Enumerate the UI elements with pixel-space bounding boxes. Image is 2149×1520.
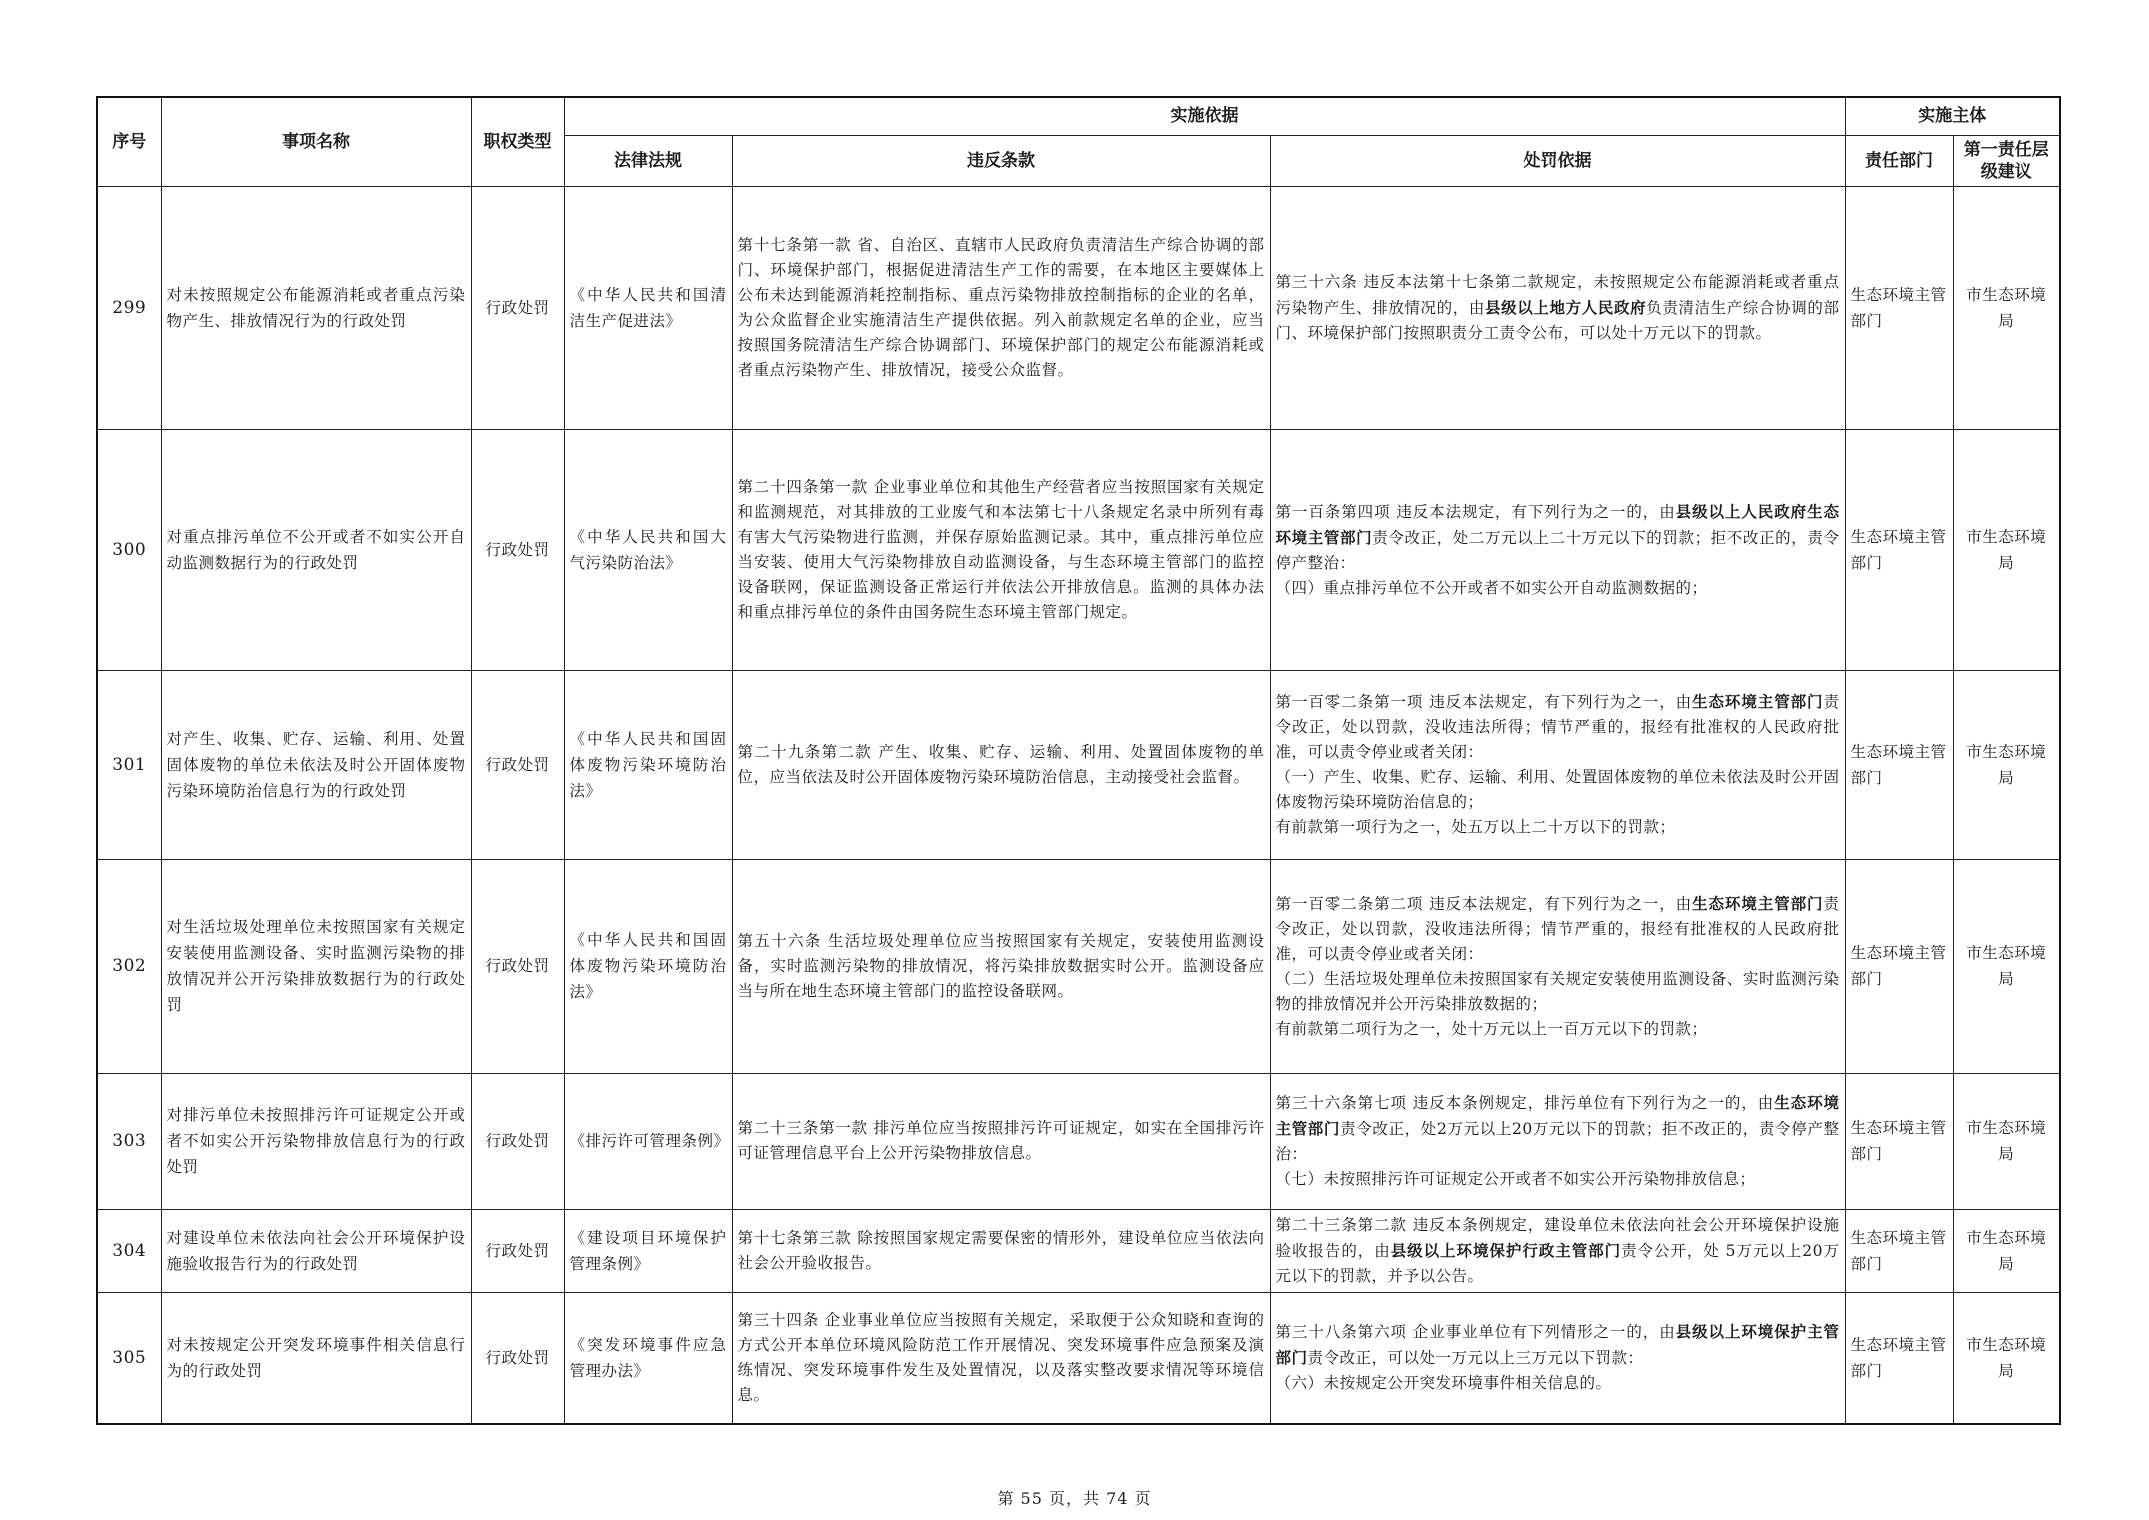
row-item-name: 对产生、收集、贮存、运输、利用、处置固体废物的单位未依法及时公开固体废物污染环境防治信息行为的行政处罚: [161, 670, 471, 859]
penalty-authority-text: 县级以上环境保护行政主管部门: [1390, 1240, 1622, 1260]
penalty-text: 负责清洁生产综合协调的部门、环境保护部门按照职责分工责令公布，可以处十万元以下的罚款。: [1275, 298, 1840, 342]
row-violation-clause: 第三十四条 企业事业单位应当按照有关规定，采取便于公众知晓和查询的方式公开本单位环境风险防范工作开展情况、突发环境事件应急预案及演练情况、突发环境事件发生及处置情况，以及落实整改要求情况等环境信息。: [732, 1292, 1270, 1424]
penalty-text: 第三十八条第六项 企业事业单位有下列情形之一的，由: [1275, 1323, 1676, 1342]
row-law: 《中华人民共和国固体废物污染环境防治法》: [564, 859, 732, 1073]
row-responsible-dept: 生态环境主管部门: [1845, 1209, 1953, 1292]
row-penalty-basis: [1270, 1292, 1845, 1424]
row-first-level: 市生态环境局: [1953, 429, 2060, 670]
row-authority-type: 行政处罚: [471, 859, 564, 1073]
header-subject-group: 实施主体: [1845, 97, 2060, 135]
row-law: 《中华人民共和国清洁生产促进法》: [564, 186, 732, 429]
header-basis-group: 实施依据: [564, 97, 1845, 135]
row-responsible-dept: 生态环境主管部门: [1845, 1073, 1953, 1209]
table-row: [97, 670, 2060, 859]
penalty-text: 第二十三条第二款 违反本条例规定，建设单位未依法向社会公开环境保护设施验收报告的，由: [1275, 1215, 1840, 1260]
penalty-authority-text: 生态环境主管部门: [1692, 893, 1824, 913]
penalty-text: （七）未按照排污许可证规定公开或者不如实公开污染物排放信息；: [1275, 1170, 1756, 1189]
row-penalty-basis: [1270, 670, 1845, 859]
header-level: 第一责任层级建议: [1953, 135, 2060, 186]
penalty-authority-text: 县级以上人民政府生态环境主管部门: [1275, 501, 1840, 547]
row-seq: 305: [97, 1292, 161, 1424]
row-responsible-dept: 生态环境主管部门: [1845, 429, 1953, 670]
penalty-text: 责令改正，处以罚款，没收违法所得；情节严重的，报经有批准权的人民政府批准，可以责令停业或者关闭：: [1275, 894, 1840, 963]
penalty-text: （四）重点排污单位不公开或者不如实公开自动监测数据的；: [1275, 578, 1708, 597]
penalty-text: 责令改正，处二万元以上二十万元以下的罚款；拒不改正的，责令停产整治：: [1275, 528, 1840, 572]
row-penalty-basis: [1270, 186, 1845, 429]
row-first-level: 市生态环境局: [1953, 1209, 2060, 1292]
table-row: [97, 1209, 2060, 1292]
penalty-paragraph: [1276, 499, 1840, 576]
penalty-text: 责令改正，处以罚款，没收违法所得；情节严重的，报经有批准权的人民政府批准，可以责令停业或者关闭：: [1275, 693, 1840, 762]
penalty-authority-text: 生态环境主管部门: [1275, 1093, 1840, 1139]
penalty-text: （二）生活垃圾处理单位未按照国家有关规定安装使用监测设备、实时监测污染物的排放情况并公开污染排放数据的；: [1275, 969, 1840, 1013]
row-first-level: 市生态环境局: [1953, 670, 2060, 859]
row-violation-clause: 第十七条第一款 省、自治区、直辖市人民政府负责清洁生产综合协调的部门、环境保护部门，根据促进清洁生产工作的需要，在本地区主要媒体上公布未达到能源消耗控制指标、重点污染物排放控制指标的企业的名单，为公众监督企业实施清洁生产提供依据。列入前款规定名单的企业，应当按照国务院清洁生产综合协调部门、环境保护部门的规定公布能源消耗或者重点污染物产生、排放情况，接受公众监督。: [732, 186, 1270, 429]
row-penalty-basis: [1270, 859, 1845, 1073]
row-item-name: 对建设单位未依法向社会公开环境保护设施验收报告行为的行政处罚: [161, 1209, 471, 1292]
penalty-text: （六）未按规定公开突发环境事件相关信息的。: [1275, 1374, 1612, 1393]
penalty-text: 第一百条第四项 违反本法规定，有下列行为之一的，由: [1275, 502, 1676, 521]
row-violation-clause: 第二十九条第二款 产生、收集、贮存、运输、利用、处置固体废物的单位，应当依法及时公开固体废物污染环境防治信息，主动接受社会监督。: [732, 670, 1270, 859]
row-penalty-basis: [1270, 429, 1845, 670]
header-name: 事项名称: [161, 97, 471, 186]
row-item-name: 对未按规定公开突发环境事件相关信息行为的行政处罚: [161, 1292, 471, 1424]
penalty-text: 责令改正，可以处一万元以上三万元以下罚款：: [1307, 1349, 1644, 1368]
header-penalty: 处罚依据: [1270, 135, 1845, 186]
row-law: 《中华人民共和国大气污染防治法》: [564, 429, 732, 670]
row-law: 《中华人民共和国固体废物污染环境防治法》: [564, 670, 732, 859]
penalty-paragraph: [1276, 689, 1840, 765]
penalty-text: 责令改正，处2万元以上20万元以下的罚款；拒不改正的，责令停产整治：: [1275, 1120, 1840, 1164]
row-first-level: 市生态环境局: [1953, 1073, 2060, 1209]
row-seq: 302: [97, 859, 161, 1073]
row-authority-type: 行政处罚: [471, 670, 564, 859]
table-row: [97, 1292, 2060, 1424]
row-item-name: 对未按照规定公布能源消耗或者重点污染物产生、排放情况行为的行政处罚: [161, 186, 471, 429]
row-responsible-dept: 生态环境主管部门: [1845, 1292, 1953, 1424]
penalty-text: 有前款第二项行为之一，处十万元以上一百万元以下的罚款；: [1275, 1019, 1708, 1038]
row-item-name: 对重点排污单位不公开或者不如实公开自动监测数据行为的行政处罚: [161, 429, 471, 670]
row-first-level: 市生态环境局: [1953, 1292, 2060, 1424]
table-row: [97, 186, 2060, 429]
row-item-name: 对排污单位未按照排污许可证规定公开或者不如实公开污染物排放信息行为的行政处罚: [161, 1073, 471, 1209]
header-type: 职权类型: [471, 97, 564, 186]
penalty-paragraph: [1276, 891, 1840, 967]
row-violation-clause: 第二十三条第一款 排污单位应当按照排污许可证规定，如实在全国排污许可证管理信息平台上公开污染物排放信息。: [732, 1073, 1270, 1209]
penalty-paragraph: [1276, 967, 1840, 1017]
row-penalty-basis: [1270, 1209, 1845, 1292]
penalty-text: 第三十六条 违反本法第十七条第二款规定，未按照规定公布能源消耗或者重点污染物产生、排放情况的，由: [1275, 272, 1840, 317]
header-law: 法律法规: [564, 135, 732, 186]
table-row: [97, 429, 2060, 670]
penalty-paragraph: [1276, 1213, 1840, 1289]
table-row: [97, 859, 2060, 1073]
penalty-authority-text: 生态环境主管部门: [1692, 692, 1824, 712]
penalty-paragraph: [1276, 270, 1840, 346]
penalty-paragraph: [1276, 1090, 1840, 1167]
header-seq: 序号: [97, 97, 161, 186]
row-seq: 300: [97, 429, 161, 670]
row-seq: 299: [97, 186, 161, 429]
item-table: [96, 96, 2061, 1425]
penalty-text: 第三十六条第七项 违反本条例规定，排污单位有下列行为之一的，由: [1275, 1094, 1775, 1113]
row-violation-clause: 第十七条第三款 除按照国家规定需要保密的情形外，建设单位应当依法向社会公开验收报告。: [732, 1209, 1270, 1292]
row-law: 《建设项目环境保护管理条例》: [564, 1209, 732, 1292]
header-dept: 责任部门: [1845, 135, 1953, 186]
row-authority-type: 行政处罚: [471, 429, 564, 670]
row-authority-type: 行政处罚: [471, 1209, 564, 1292]
penalty-paragraph: [1276, 1319, 1840, 1371]
table-header: [97, 97, 2060, 186]
row-first-level: 市生态环境局: [1953, 186, 2060, 429]
table-body: [97, 186, 2060, 1424]
row-responsible-dept: 生态环境主管部门: [1845, 859, 1953, 1073]
row-responsible-dept: 生态环境主管部门: [1845, 670, 1953, 859]
penalty-paragraph: [1276, 1017, 1840, 1042]
row-violation-clause: 第二十四条第一款 企业事业单位和其他生产经营者应当按照国家有关规定和监测规范，对其排放的工业废气和本法第七十八条规定名录中所列有毒有害大气污染物进行监测，并保存原始监测记录。其中，重点排污单位应当安装、使用大气污染物排放自动监测设备，与生态环境主管部门的监控设备联网，保证监测设备正常运行并依法公开排放信息。监测的具体办法和重点排污单位的条件由国务院生态环境主管部门规定。: [732, 429, 1270, 670]
penalty-authority-text: 县级以上地方人民政府: [1485, 297, 1647, 317]
row-item-name: 对生活垃圾处理单位未按照国家有关规定安装使用监测设备、实时监测污染物的排放情况并公开污染排放数据行为的行政处罚: [161, 859, 471, 1073]
penalty-text: 第一百零二条第一项 违反本法规定，有下列行为之一，由: [1275, 693, 1693, 712]
penalty-paragraph: [1276, 815, 1840, 840]
row-law: 《排污许可管理条例》: [564, 1073, 732, 1209]
row-authority-type: 行政处罚: [471, 1292, 564, 1424]
penalty-paragraph: [1276, 1371, 1840, 1396]
row-authority-type: 行政处罚: [471, 1073, 564, 1209]
page-number: 第 55 页，共 74 页: [997, 1489, 1152, 1508]
row-seq: 303: [97, 1073, 161, 1209]
row-authority-type: 行政处罚: [471, 186, 564, 429]
header-violation: 违反条款: [732, 135, 1270, 186]
penalty-paragraph: [1276, 576, 1840, 601]
row-first-level: 市生态环境局: [1953, 859, 2060, 1073]
penalty-authority-text: 县级以上环境保护主管部门: [1275, 1322, 1840, 1368]
table-row: [97, 1073, 2060, 1209]
penalty-text: 责令公开，处 5万元以上20万元以下的罚款，并予以公告。: [1275, 1241, 1840, 1285]
row-penalty-basis: [1270, 1073, 1845, 1209]
penalty-paragraph: [1276, 765, 1840, 815]
penalty-text: （一）产生、收集、贮存、运输、利用、处置固体废物的单位未依法及时公开固体废物污染环境防治信息的；: [1275, 768, 1840, 812]
row-seq: 304: [97, 1209, 161, 1292]
row-violation-clause: 第五十六条 生活垃圾处理单位应当按照国家有关规定，安装使用监测设备，实时监测污染物的排放情况，将污染排放数据实时公开。监测设备应当与所在地生态环境主管部门的监控设备联网。: [732, 859, 1270, 1073]
penalty-text: 第一百零二条第二项 违反本法规定，有下列行为之一，由: [1275, 894, 1693, 913]
penalty-text: 有前款第一项行为之一，处五万以上二十万以下的罚款；: [1275, 818, 1676, 837]
row-law: 《突发环境事件应急管理办法》: [564, 1292, 732, 1424]
row-responsible-dept: 生态环境主管部门: [1845, 186, 1953, 429]
row-seq: 301: [97, 670, 161, 859]
penalty-paragraph: [1276, 1167, 1840, 1192]
